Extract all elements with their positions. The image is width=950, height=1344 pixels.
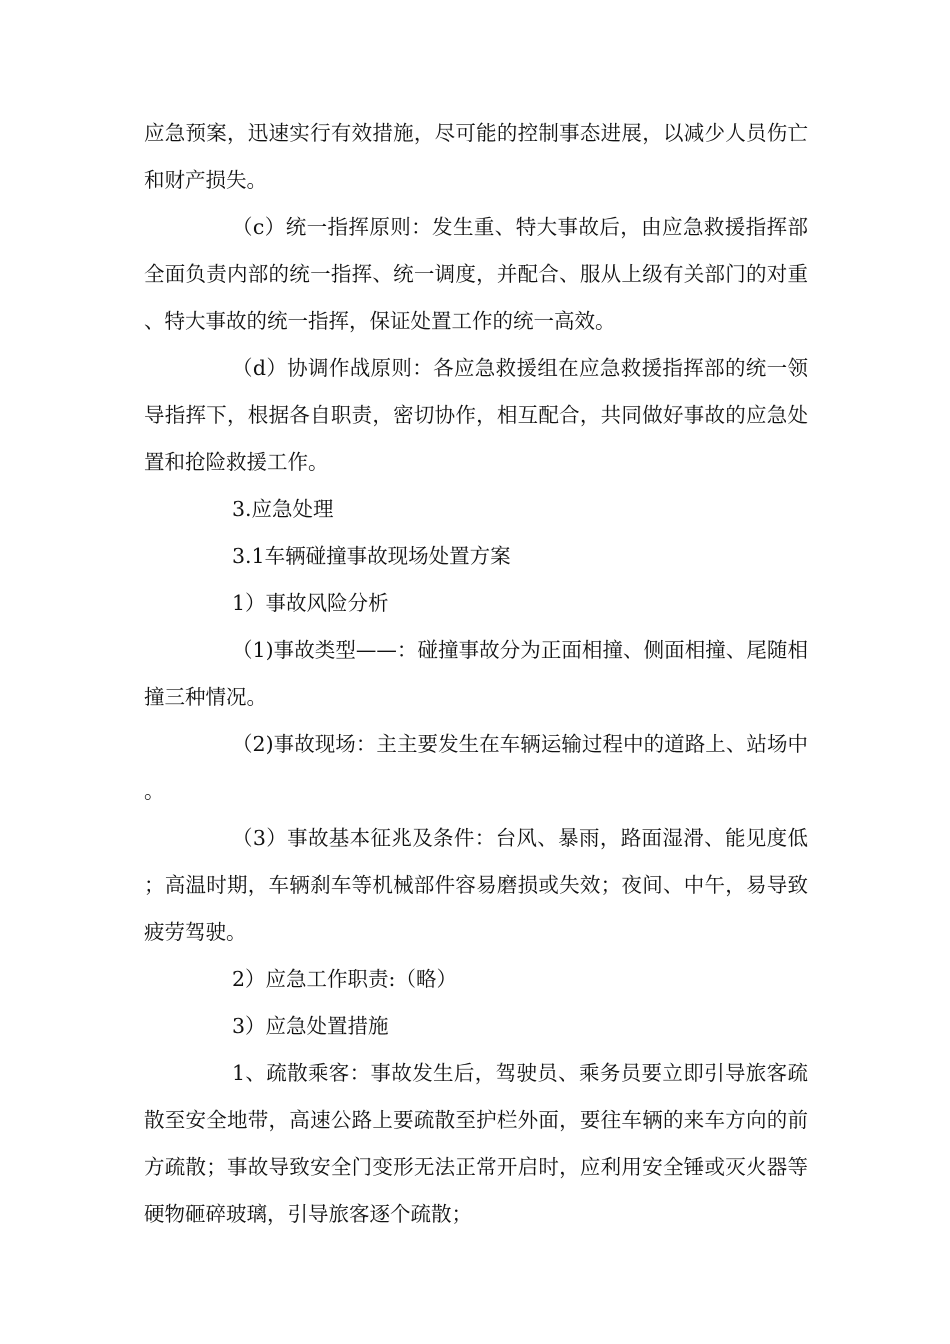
paragraph-accident-scene: （2)事故现场：主主要发生在车辆运输过程中的道路上、站场中。 [144, 732, 808, 803]
document-body [144, 110, 808, 1238]
paragraph-accident-type: （1)事故类型——：碰撞事故分为正面相撞、侧面相撞、尾随相撞三种情况。 [144, 638, 808, 709]
heading-response-measures: 3）应急处置措施 [232, 1014, 389, 1038]
heading-emergency-handling: 3.应急处理 [232, 497, 334, 521]
paragraph-principle-d: （d）协调作战原则：各应急救援组在应急救援指挥部的统一领导指挥下，根据各自职责，密切协作，相互配合，共同做好事故的应急处置和抢险救援工作。 [144, 356, 808, 474]
paragraph-principle-c: （c）统一指挥原则：发生重、特大事故后，由应急救援指挥部全面负责内部的统一指挥、统一调度，并配合、服从上级有关部门的对重、特大事故的统一指挥，保证处置工作的统一高效。 [144, 215, 808, 333]
heading-duties: 2）应急工作职责:（略） [232, 967, 457, 991]
paragraph-continuation: 应急预案，迅速实行有效措施，尽可能的控制事态进展，以减少人员伤亡和财产损失。 [144, 121, 808, 192]
heading-collision-plan: 3.1车辆碰撞事故现场处置方案 [232, 544, 511, 568]
paragraph-evacuate-passengers: 1、疏散乘客：事故发生后，驾驶员、乘务员要立即引导旅客疏散至安全地带，高速公路上要疏散至护栏外面，要往车辆的来车方向的前方疏散；事故导致安全门变形无法正常开启时，应利用安全锤或灭火器等硬物砸碎玻璃，引导旅客逐个疏散； [144, 1061, 808, 1226]
paragraph-accident-signs: （3）事故基本征兆及条件：台风、暴雨，路面湿滑、能见度低；高温时期，车辆刹车等机械部件容易磨损或失效；夜间、中午，易导致疲劳驾驶。 [144, 826, 808, 944]
heading-risk-analysis: 1）事故风险分析 [232, 591, 389, 615]
